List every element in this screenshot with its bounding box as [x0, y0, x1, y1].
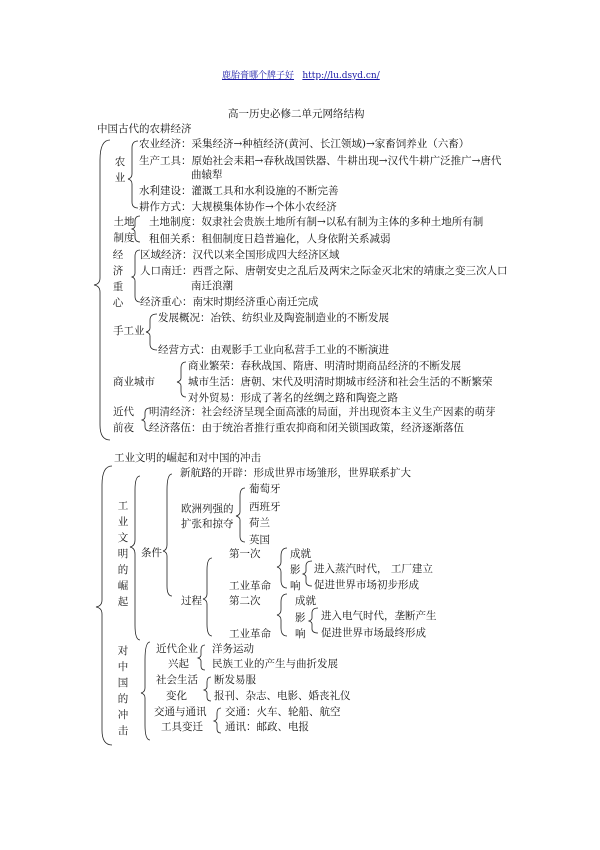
agri-tools-cont: 曲辕犁 — [191, 169, 223, 181]
power-item: 葡萄牙 — [249, 483, 281, 495]
land-system: 土地制度：奴隶社会贵族土地所有制→以私有制为主体的多种土地所有制 — [149, 216, 484, 228]
label-process: 过程 — [181, 595, 202, 607]
agri-water: 水利建设：灌溉工具和水利设施的不断完善 — [139, 185, 339, 197]
label-economic-center: 经济重心 — [112, 249, 124, 309]
ad-link[interactable]: 鹿胎膏哪个牌子好 — [222, 71, 295, 81]
modern-decline: 经济落伍：由于统治者推行重农抑商和闭关锁国政策，经济逐渐落伍 — [149, 422, 464, 434]
first-influence-1: 影 — [290, 564, 301, 576]
label-commerce: 商业城市 — [113, 376, 155, 388]
label-handicraft: 手工业 — [113, 325, 145, 337]
land-tenancy: 租佃关系：租佃制度日趋普遍化，人身依附关系减弱 — [149, 233, 391, 245]
label-conditions: 条件 — [141, 547, 162, 559]
second-revolution-1: 第二次 — [229, 595, 261, 607]
commerce-prosperity: 商业繁荣：春秋战国、隋唐、明清时期商品经济的不断发展 — [188, 360, 461, 372]
agri-farming: 耕作方式：大规模集体协作→个体小农经济 — [139, 201, 337, 213]
agri-economy: 农业经济：采集经济→种植经济(黄河、长江领域)→家畜饲养业（六畜） — [139, 138, 470, 150]
first-revolution-1: 第一次 — [229, 548, 261, 560]
center-region: 区域经济：汉代以来全国形成四大经济区域 — [140, 249, 340, 261]
label-modern-1: 近代 — [113, 406, 134, 418]
center-migration-cont: 南迁浪潮 — [191, 280, 233, 292]
modern-enterprise-2: 兴起 — [168, 658, 189, 670]
handicraft-overview: 发展概况：冶铁、纺织业及陶瓷制造业的不断发展 — [158, 312, 389, 324]
transport-1: 交通与通讯 — [154, 706, 207, 718]
second-influence-2: 响 — [295, 628, 306, 640]
first-impact-item: 促进世界市场初步形成 — [314, 579, 419, 591]
center-migration: 人口南迁：西晋之际、唐朝安史之乱后及两宋之际金灭北宋的靖康之变三次人口 — [140, 265, 508, 277]
social-life-item: 断发易服 — [214, 674, 256, 686]
second-achievement: 成就 — [295, 595, 316, 607]
power-item: 英国 — [249, 534, 270, 546]
second-revolution-2: 工业革命 — [229, 628, 271, 640]
modern-enterprise-item: 民族工业的产生与曲折发展 — [212, 658, 338, 670]
modern-enterprise-1: 近代企业 — [156, 643, 198, 655]
section-title-industrial: 工业文明的崛起和对中国的冲击 — [114, 452, 261, 464]
label-agriculture: 农业 — [114, 156, 126, 184]
transport-item: 通讯：邮政、电报 — [225, 721, 309, 733]
second-impact-item: 促进世界市场最终形成 — [321, 627, 426, 639]
section-title-agrarian: 中国古代的农耕经济 — [97, 123, 192, 135]
ad-url-link[interactable]: http://lu.dsyd.cn/ — [302, 71, 380, 81]
power-item: 西班牙 — [249, 501, 281, 513]
transport-item: 交通：火车、轮船、航空 — [225, 706, 341, 718]
social-life-2: 变化 — [166, 690, 187, 702]
power-item: 荷兰 — [249, 517, 270, 529]
first-achievement: 成就 — [290, 548, 311, 560]
label-europe-2: 扩张和掠夺 — [181, 518, 234, 530]
second-influence-1: 影 — [295, 612, 306, 624]
label-modern-2: 前夜 — [113, 422, 134, 434]
social-life-1: 社会生活 — [156, 674, 198, 686]
first-influence-2: 响 — [290, 580, 301, 592]
first-revolution-2: 工业革命 — [229, 580, 271, 592]
social-life-item: 报刊、杂志、电影、婚丧礼仪 — [214, 690, 351, 702]
commerce-city: 城市生活：唐朝、宋代及明清时期城市经济和社会生活的不断繁荣 — [188, 376, 493, 388]
center-shift: 经济重心：南宋时期经济重心南迁完成 — [140, 296, 319, 308]
agri-tools: 生产工具：原始社会耒耜→春秋战国铁器、牛耕出现→汉代牛耕广泛推广→唐代 — [139, 155, 502, 167]
handicraft-mode: 经营方式：由观影手工业向私营手工业的不断演进 — [158, 344, 389, 356]
commerce-trade: 对外贸易：形成了著名的丝绸之路和陶瓷之路 — [188, 392, 398, 404]
modern-ming-qing: 明清经济：社会经济呈现全面高涨的局面，并出现资本主义生产因素的萌芽 — [149, 406, 496, 418]
new-route: 新航路的开辟：形成世界市场雏形，世界联系扩大 — [180, 467, 411, 479]
first-impact-item: 进入蒸汽时代， 工厂建立 — [314, 563, 433, 575]
document-title: 高一历史必修二单元网络结构 — [228, 108, 365, 120]
label-europe-1: 欧洲列强的 — [181, 503, 234, 515]
label-industrial-rise: 工业文明的崛起 — [117, 500, 129, 608]
modern-enterprise-item: 洋务运动 — [212, 643, 254, 655]
second-impact-item: 进入电气时代，垄断产生 — [321, 610, 437, 622]
label-impact-on-china: 对中国的冲击 — [117, 645, 129, 737]
transport-2: 工具变迁 — [161, 721, 203, 733]
label-land-system: 土地制度 — [113, 216, 135, 244]
